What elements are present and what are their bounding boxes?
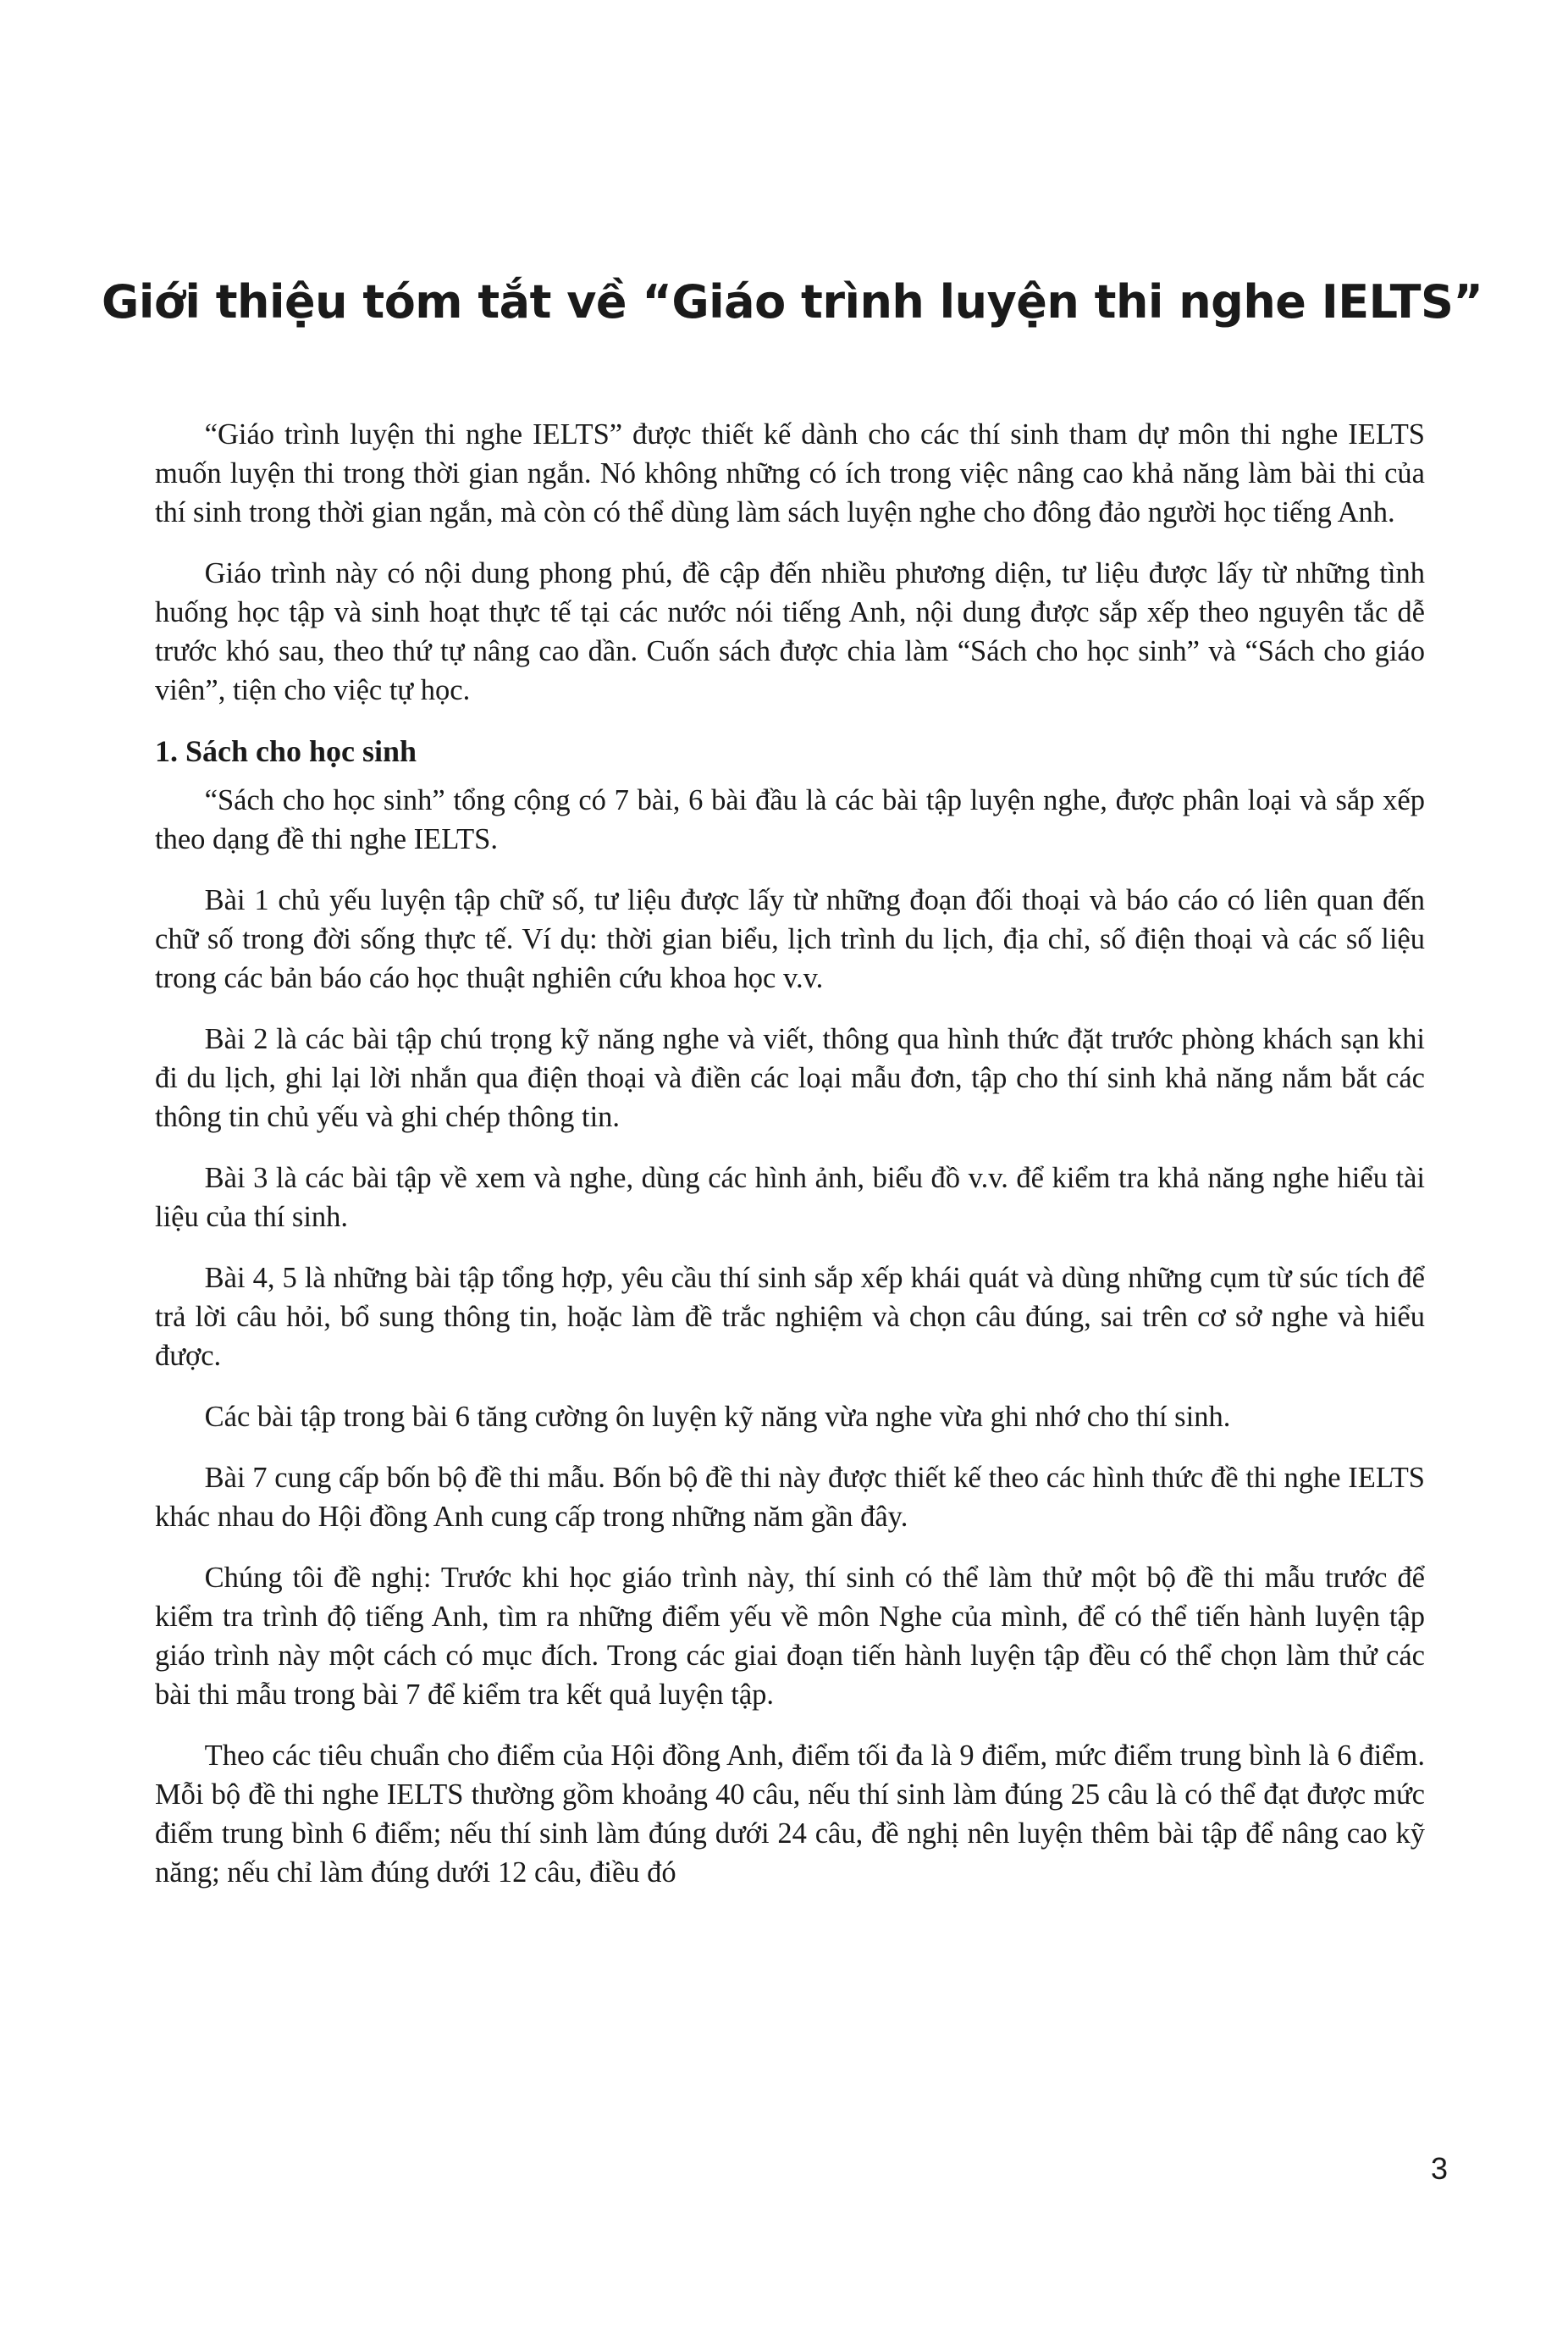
body-text	[155, 415, 1425, 1914]
paragraph: “Sách cho học sinh” tổng cộng có 7 bài, 6 bài đầu là các bài tập luyện nghe, được phân loại và sắp xếp theo dạng đề thi nghe IELTS.	[155, 784, 1425, 855]
section-heading: 1. Sách cho học sinh	[155, 734, 417, 768]
paragraph: Giáo trình này có nội dung phong phú, đề cập đến nhiều phương diện, tư liệu được lấy từ những tình huống học tập và sinh hoạt thực tế tại các nước nói tiếng Anh, nội dung được sắp xếp theo nguyên tắc dễ trước khó sau, theo thứ tự nâng cao dần. Cuốn sách được chia làm “Sách cho học sinh” và “Sách cho giáo viên”, tiện cho việc tự học.	[155, 557, 1425, 706]
paragraph: “Giáo trình luyện thi nghe IELTS” được thiết kế dành cho các thí sinh tham dự môn thi nghe IELTS muốn luyện thi trong thời gian ngắn. Nó không những có ích trong việc nâng cao khả năng làm bài thi của thí sinh trong thời gian ngắn, mà còn có thể dùng làm sách luyện nghe cho đông đảo người học tiếng Anh.	[155, 418, 1425, 528]
paragraph: Bài 7 cung cấp bốn bộ đề thi mẫu. Bốn bộ đề thi này được thiết kế theo các hình thức đề thi nghe IELTS khác nhau do Hội đồng Anh cung cấp trong những năm gần đây.	[155, 1462, 1425, 1533]
paragraph: Các bài tập trong bài 6 tăng cường ôn luyện kỹ năng vừa nghe vừa ghi nhớ cho thí sinh.	[204, 1401, 1231, 1433]
page-number: 3	[1430, 2151, 1448, 2186]
paragraph: Chúng tôi đề nghị: Trước khi học giáo trình này, thí sinh có thể làm thử một bộ đề thi mẫu trước để kiểm tra trình độ tiếng Anh, tìm ra những điểm yếu về môn Nghe của mình, để có thể tiến hành luyện tập giáo trình này một cách có mục đích. Trong các giai đoạn tiến hành luyện tập đều có thể chọn làm thử các bài thi mẫu trong bài 7 để kiểm tra kết quả luyện tập.	[155, 1562, 1425, 1711]
paragraph: Bài 3 là các bài tập về xem và nghe, dùng các hình ảnh, biểu đồ v.v. để kiểm tra khả năng nghe hiểu tài liệu của thí sinh.	[155, 1162, 1425, 1233]
page-title: Giới thiệu tóm tắt về “Giáo trình luyện thi nghe IELTS”	[102, 275, 1483, 329]
paragraph: Theo các tiêu chuẩn cho điểm của Hội đồng Anh, điểm tối đa là 9 điểm, mức điểm trung bình là 6 điểm. Mỗi bộ đề thi nghe IELTS thường gồm khoảng 40 câu, nếu thí sinh làm đúng 25 câu là có thể đạt được mức điểm trung bình 6 điểm; nếu thí sinh làm đúng dưới 24 câu, đề nghị nên luyện thêm bài tập để nâng cao kỹ năng; nếu chỉ làm đúng dưới 12 câu, điều đó	[155, 1739, 1425, 1889]
paragraph: Bài 1 chủ yếu luyện tập chữ số, tư liệu được lấy từ những đoạn đối thoại và báo cáo có liên quan đến chữ số trong đời sống thực tế. Ví dụ: thời gian biểu, lịch trình du lịch, địa chỉ, số điện thoại và các số liệu trong các bản báo cáo học thuật nghiên cứu khoa học v.v.	[155, 884, 1425, 994]
paragraph: Bài 4, 5 là những bài tập tổng hợp, yêu cầu thí sinh sắp xếp khái quát và dùng những cụm từ súc tích để trả lời câu hỏi, bổ sung thông tin, hoặc làm đề trắc nghiệm và chọn câu đúng, sai trên cơ sở nghe và hiểu được.	[155, 1262, 1425, 1372]
paragraph: Bài 2 là các bài tập chú trọng kỹ năng nghe và viết, thông qua hình thức đặt trước phòng khách sạn khi đi du lịch, ghi lại lời nhắn qua điện thoại và điền các loại mẫu đơn, tập cho thí sinh khả năng nắm bắt các thông tin chủ yếu và ghi chép thông tin.	[155, 1023, 1425, 1133]
